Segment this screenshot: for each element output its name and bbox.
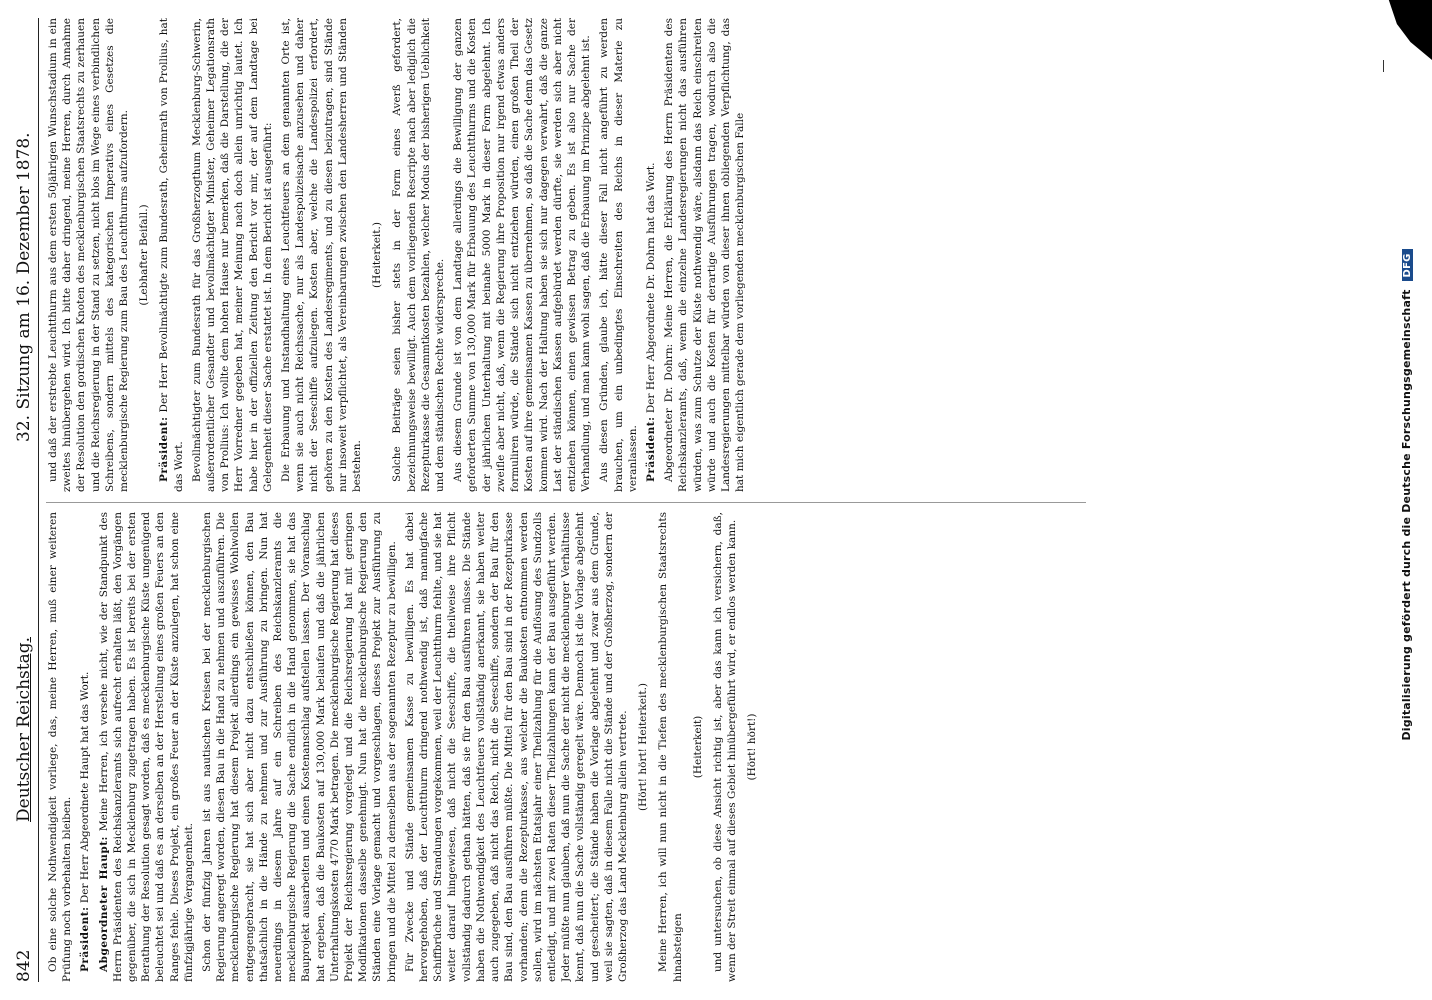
text-paragraph: und daß der erstrebte Leuchtthurm aus dem ersten 50jährigen Wunschstadium in ein zweites hinübergehen wird. Ich bitte daher dringend, meine Herren, durch Annahme der Resolution den gordischen Knoten des mecklenburgischen Staatsrechts zu zerhauen und die Reichsregierung in der Stand zu setzen, nicht blos im Wege eines verbindlichen Schreibens, sondern mittels des kategorischen Imperativs eines Gesetzes die mecklenburgische Regierung zum Bau des Leuchtthurms aufzufordern. [47, 18, 131, 492]
text-paragraph: Schon der fünfzig Jahren ist aus nautischen Kreisen bei der mecklenburgischen Regierung angeregt worden, diesen Bau in die Hand zu nehmen und auszuführen. Die mecklenburgische Regierung hat diesem Projekt allerdings ein gewisses Wohlwollen entgegengebracht, sie hat sich aber nicht dazu entschließen können, den Bau thatsächlich in die Hände zu nehmen und zur Ausführung zu bringen. Nun hat neuerdings in diesem Jahre auf ein Schreiben des Reichskanzleramts die mecklenburgische Regierung die Sache endlich in die Hand genommen, sie hat das Bauprojekt ausarbeiten und einen Kostenanschlag aufstellen lassen. Der Voranschlag hat ergeben, daß die Baukosten auf 130,000 Mark belaufen und daß die jährlichen Unterhaltungskosten 4770 Mark betragen. Die mecklenburgische Regierung hat dieses Projekt der Reichsregierung vorgelegt und die Reichsregierung hat mit geringen Modifikationen dasselbe genehmigt. Nun hat die mecklenburgische Regierung den Ständen eine Vorlage gemacht und vorgeschlagen, dieses Projekt zur Ausführung zu bringen und die Mittel zu demselben aus der sogenannten Rezeptur zu bewilligen. [201, 512, 398, 982]
speech-text: Der Herr Abgeordnete Haupt hat das Wort. [79, 671, 92, 907]
page-title: Deutscher Reichstag. [14, 637, 34, 822]
scan-mark [1383, 60, 1394, 72]
interjection: (Heiterkeit) [691, 715, 704, 779]
right-column [46, 18, 1166, 492]
session-line: 32. Sitzung am 16. Dezember 1878. [14, 132, 34, 442]
speaker-name: Präsident: [644, 416, 657, 482]
speaker-name: Präsident: [79, 906, 92, 972]
text-paragraph: Solche Beiträge seien bisher stets in der Form eines Averß gefordert, bezeichnungsweise bewilligt. Auch dem vorliegenden Rescripte nach aber lediglich die Rezepturkasse die Gesammtkosten bezahlen, welcher Modus der bisherigen Ueblichkeit und dem ständischen Rechte widerspreche. [391, 18, 447, 492]
speech-paragraph [644, 18, 658, 492]
speech-text: Der Herr Abgeordnete Dr. Dohrn hat das Wort. [644, 162, 657, 417]
speaker-name: Präsident: [158, 416, 171, 482]
interjection: (Lebhafter Beifall.) [138, 204, 151, 306]
speaker-name: Abgeordneter Haupt: [97, 836, 110, 972]
digitization-credit [1400, 20, 1416, 970]
credit-text: Digitalisierung gefördert durch die Deutsche Forschungsgemeinschaft [1400, 289, 1413, 741]
speech-paragraph [97, 512, 196, 982]
speech-paragraph [78, 512, 92, 982]
interjection: (Hört! hört!) [746, 713, 759, 781]
left-column [46, 512, 1166, 982]
text-paragraph: Ob eine solche Nothwendigkeit vorliege, das, meine Herren, muß einer weiteren Prüfung noch vorbehalten bleiben. [47, 512, 74, 982]
text-paragraph: und untersuchen, ob diese Ansicht richtig ist, aber das kann ich versichern, daß, wenn der Streit einmal auf dieses Gebiet hinübergeführt wird, er endlos werden kann. [711, 512, 739, 982]
text-paragraph: Aus diesem Grunde ist von dem Landtage allerdings die Bewilligung der ganzen geforderten Summe von 130,000 Mark für Erbauung des Leuchtthurms und die Kosten der jährlichen Unterhaltung mit beinahe 5000 Mark in dieser Form abgelehnt. Ich zweifle aber nicht, daß, wenn die Regierung ihre Proposition nur irgend etwas anders formuliren würde, die Stände sich nicht entziehen würden, einen großen Theil der Kosten auf ihre gemeinsamen Kassen zu übernehmen, so daß die Sache denn das Gesetz kommen wird. Nach der Haltung haben sie sich nur dagegen verwahrt, daß die ganze Last der ständischen Kassen aufgebürdet werden dürfte, sie werden sich aber nicht entziehen können, einen gewissen Betrag zu geben. Es ist also nur Sache der Verhandlung, und man kann wohl sagen, daß die Erbauung im Prinzipe abgelehnt ist. [452, 18, 593, 492]
speech-paragraph [157, 18, 185, 492]
text-paragraph: Abgeordneter Dr. Dohrn: Meine Herren, die Erklärung des Herrn Präsidenten des Reichskanzleramts, daß, wenn die einzelne Landesregierungen nicht das ausführen würden, was zum Schutze der Küste nothwendig wäre, alsdann das Reich einschreiten würde und auch die Kosten für derartige Ausführungen tragen, wodurch also die Landesregierungen mittelbar würden von dieser ihnen obliegenden Verpflichtung, das hat mich eigentlich gerade dem vorliegenden mecklenburgischen Falle [663, 18, 747, 492]
interjection: (Heiterkeit.) [371, 222, 384, 288]
speech-text: Meine Herren, ich versehe nicht, wie der Standpunkt des Herrn Präsidenten des Reichskanzleramts sich aufrecht erhalten läßt, den Vorgängen gegenüber, die sich in Mecklenburg zugetragen haben. Es ist bereits bei der ersten Berathung der Resolution gesagt worden, daß es mecklenburgische Küste ungenügend beleuchtet sei und daß es an derselben an der Herstellung eines großen Feuers an den Ranges fehle. Dieses Projekt, ein großes Feuer an der Küste anzulegen, hat schon eine fünfzigjährige Vergangenheit. [97, 512, 195, 982]
column-divider [46, 502, 1086, 503]
text-paragraph: Meine Herren, ich will nun nicht in die Tiefen des mecklenburgischen Staatsrechts hinabsteigen [657, 512, 684, 982]
text-paragraph: Aus diesen Gründen, glaube ich, hätte dieser Fall nicht angeführt zu werden brauchen, um ein unbedingtes Einschreiten des Reichs in dieser Materie zu veranlassen. [598, 18, 639, 492]
text-paragraph: Für Zwecke und Stände gemeinsamen Kasse zu bewilligen. Es hat dabei hervorgehoben, daß der Leuchtthurm dringend nothwendig ist, daß mannigfache Schiffbrüche und Strandungen vorgekommen, weil der Leuchtthurm fehlte, und sie hat weiter darauf hingewiesen, daß nicht die Seeschiffe, die theilweise ihre Pflicht vollständig dadurch gethan hätten, daß sie für den Bau ausführen müsse. Die Stände haben die Nothwendigkeit des Leuchtfeuers vollständig anerkannt, sie haben weiter auch zugegeben, daß nicht das Reich, nicht die Seeschiffe, sondern der Bau für den Bau sind, den Bau ausführen müßte. Die Mittel für den Bau sind in der Rezepturkasse vorhanden; denn die Rezepturkasse, aus welcher die Baukosten entnommen werden sollen, wird im nächsten Etatsjahr einer Theilzahlung für die Auflösung des Sundzolls entledigt, und mit zwei Raten dieser Theilzahlungen kann der Bau ausgeführt werden. Jeder müßte nun glauben, daß nun die Sache der nicht die mecklenburger Verhältnisse kennt, daß nun die Sache vollständig geregelt wäre. Dennoch ist die Vorlage abgelehnt und gescheitert; die Stände haben die Vorlage abgelehnt und zwar aus dem Grunde, weil sie sagten, daß in diesem Falle nicht die Stände und der Großherzog, sondern der Großherzog das Land Mecklenburg allein vertrete. [403, 512, 629, 982]
interjection: (Hört! hört! Heiterkeit.) [637, 682, 650, 812]
text-paragraph: Bevollmächtigter zum Bundesrath für das Großherzogthum Mecklenburg-Schwerin, außerordentlicher Gesandter und bevollmächtigter Minister, Geheimer Legationsrath von Prollius: Ich wollte dem hohen Hause nur bemerken, daß die Darstellung, die der Herr Vorredner gegeben hat, meiner Meinung nach doch allein unrichtig lautet. Ich habe hier in der offiziellen Zeitung den Bericht vor mir, der auf dem Landtage bei Gelegenheit dieser Sache erstattet ist. In dem Bericht ist ausgeführt: [190, 18, 274, 492]
speech-text: Der Herr Bevollmächtigte zum Bundesrath, Geheimrath von Prollius, hat das Wort. [158, 18, 185, 492]
text-paragraph: Die Erbauung und Instandhaltung eines Leuchtfeuers an dem genannten Orte ist, wenn sie auch nicht Reichssache, nur als Landespolizeisache anzusehen und daher nicht der Seeschiffe aufzulegen. Kosten aber, welche die Landespolizei erfordert, gehören zu den Kosten des Landesregiments, und zu diesen beizutragen, sind Stände nur insoweit verpflichtet, als Vereinbarungen zwischen den Landesherren und Ständen bestehen. [280, 18, 364, 492]
page-header [12, 18, 39, 982]
dfg-logo: DFG [1402, 249, 1413, 281]
page-number: 842 [14, 949, 34, 982]
